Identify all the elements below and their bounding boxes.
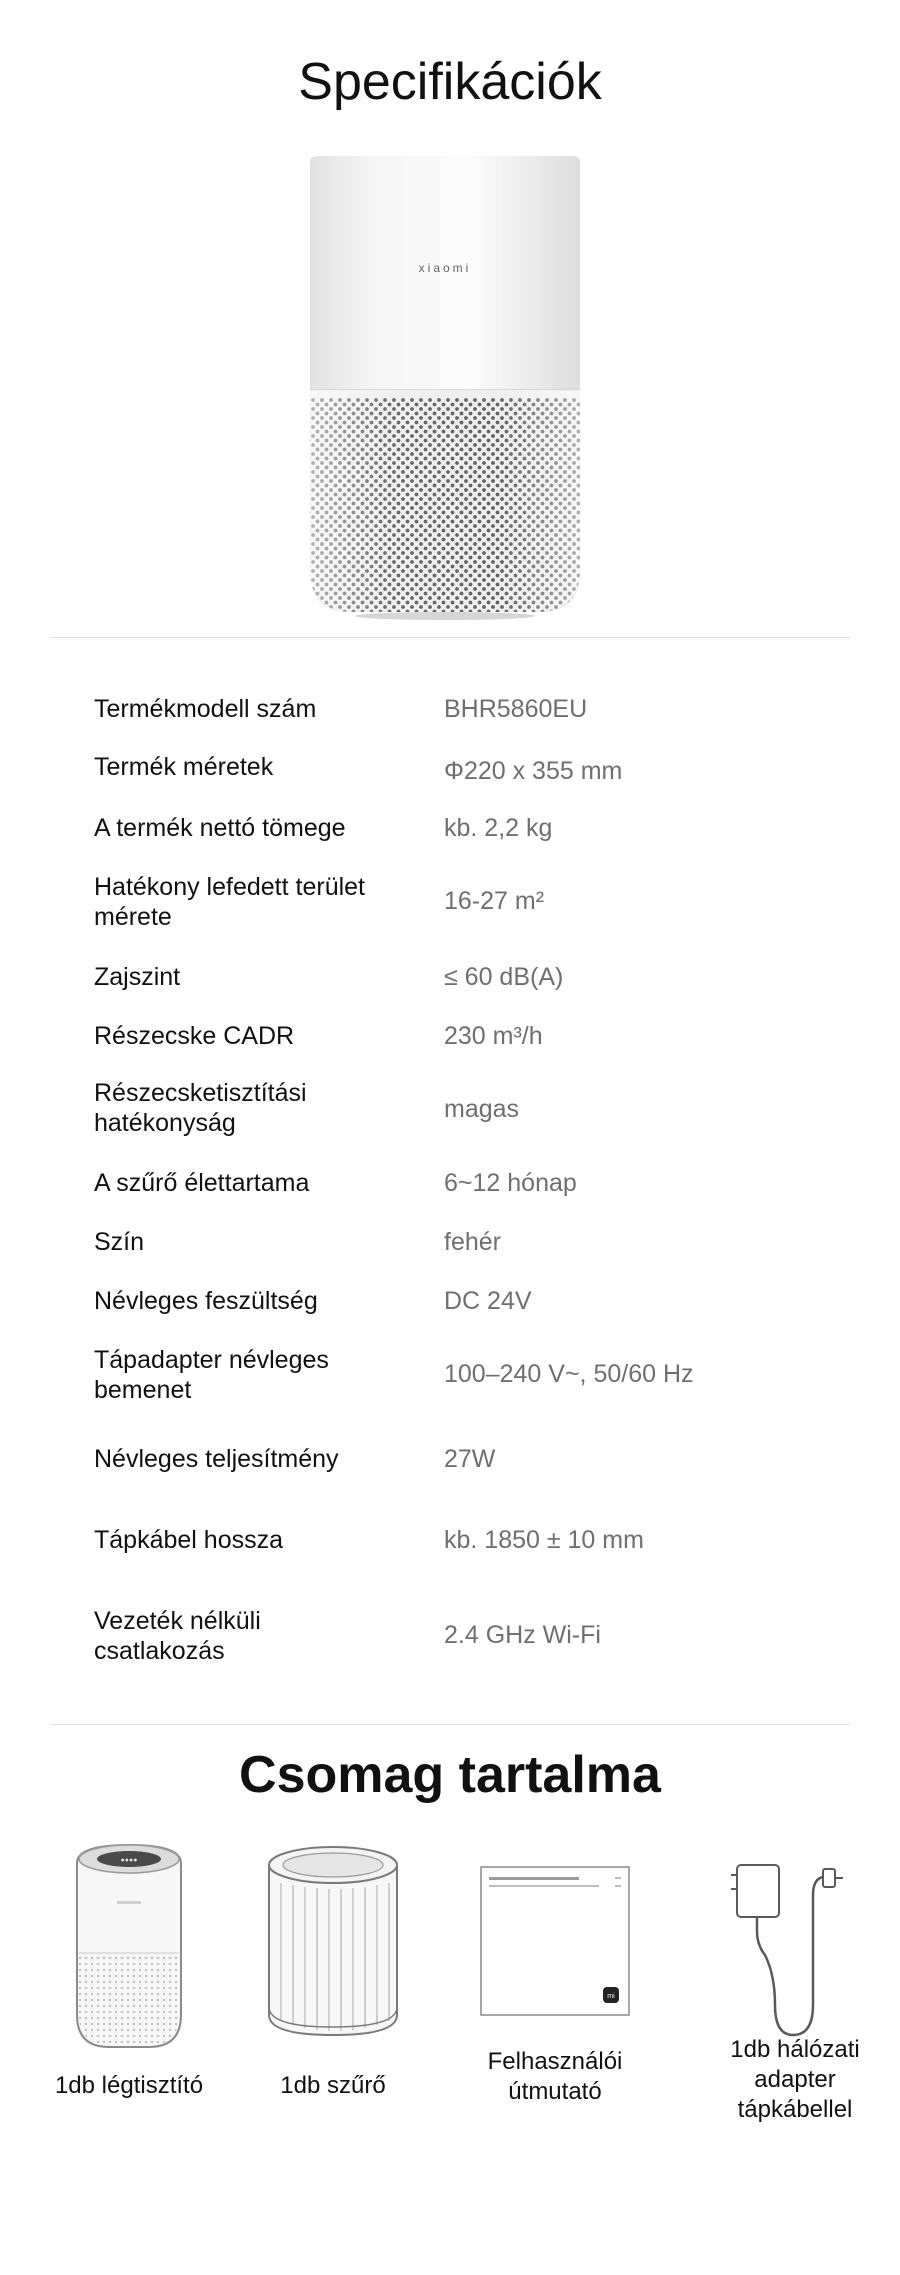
power-adapter-icon <box>695 1835 895 2055</box>
spec-label: Hatékony lefedett terület mérete <box>94 873 365 931</box>
spec-value: DC 24V <box>444 1287 532 1315</box>
spec-label: Termékmodell szám <box>94 695 317 723</box>
spec-label: Névleges teljesítmény <box>94 1445 339 1473</box>
spec-label: Részecsketisztítási hatékonyság <box>94 1079 307 1137</box>
spec-label: Tápkábel hossza <box>94 1526 284 1554</box>
divider-top <box>50 637 850 638</box>
package-label: 1db hálózati adapter tápkábellel <box>730 2036 860 2123</box>
spec-label: A termék nettó tömege <box>94 814 346 842</box>
spec-label: Termék méretek <box>94 753 274 781</box>
air-purifier-icon <box>29 1835 229 2055</box>
spec-value: 27W <box>444 1445 496 1473</box>
package-label: 1db szűrő <box>280 2072 386 2099</box>
svg-text:mi: mi <box>607 1993 615 2000</box>
spec-label: Zajszint <box>94 963 181 991</box>
air-purifier-image <box>0 150 900 620</box>
spec-value: ≤ 60 dB(A) <box>444 963 564 991</box>
package-title: Csomag tartalma <box>239 1746 661 1804</box>
spec-label: Részecske CADR <box>94 1022 295 1050</box>
spec-title: Specifikációk <box>298 53 602 111</box>
brand-logo: xiaomi <box>418 261 472 275</box>
spec-label: Tápadapter névleges bemenet <box>94 1346 329 1404</box>
spec-label: Vezeték nélküli csatlakozás <box>94 1607 261 1665</box>
spec-value: kb. 1850 ± 10 mm <box>444 1526 644 1554</box>
spec-label: Szín <box>94 1228 145 1256</box>
spec-label: A szűrő élettartama <box>94 1169 310 1197</box>
spec-value: 100–240 V~, 50/60 Hz <box>444 1360 694 1388</box>
manual-icon <box>455 1835 655 2055</box>
spec-value: 2.4 GHz Wi-Fi <box>444 1621 601 1649</box>
spec-value: Φ220 x 355 mm <box>444 757 623 785</box>
filter-icon <box>233 1835 433 2055</box>
spec-value: fehér <box>444 1228 501 1256</box>
spec-value: magas <box>444 1095 520 1123</box>
svg-text:●●●●: ●●●● <box>120 1857 138 1864</box>
package-label: Felhasználói útmutató <box>487 2048 623 2105</box>
spec-value: 16-27 m² <box>444 887 545 915</box>
package-label: 1db légtisztító <box>54 2072 204 2099</box>
spec-value: BHR5860EU <box>444 695 588 723</box>
divider-bottom <box>50 1724 850 1725</box>
spec-value: 6~12 hónap <box>444 1169 577 1197</box>
spec-value: 230 m³/h <box>444 1022 543 1050</box>
spec-value: kb. 2,2 kg <box>444 814 553 842</box>
spec-label: Névleges feszültség <box>94 1287 318 1315</box>
